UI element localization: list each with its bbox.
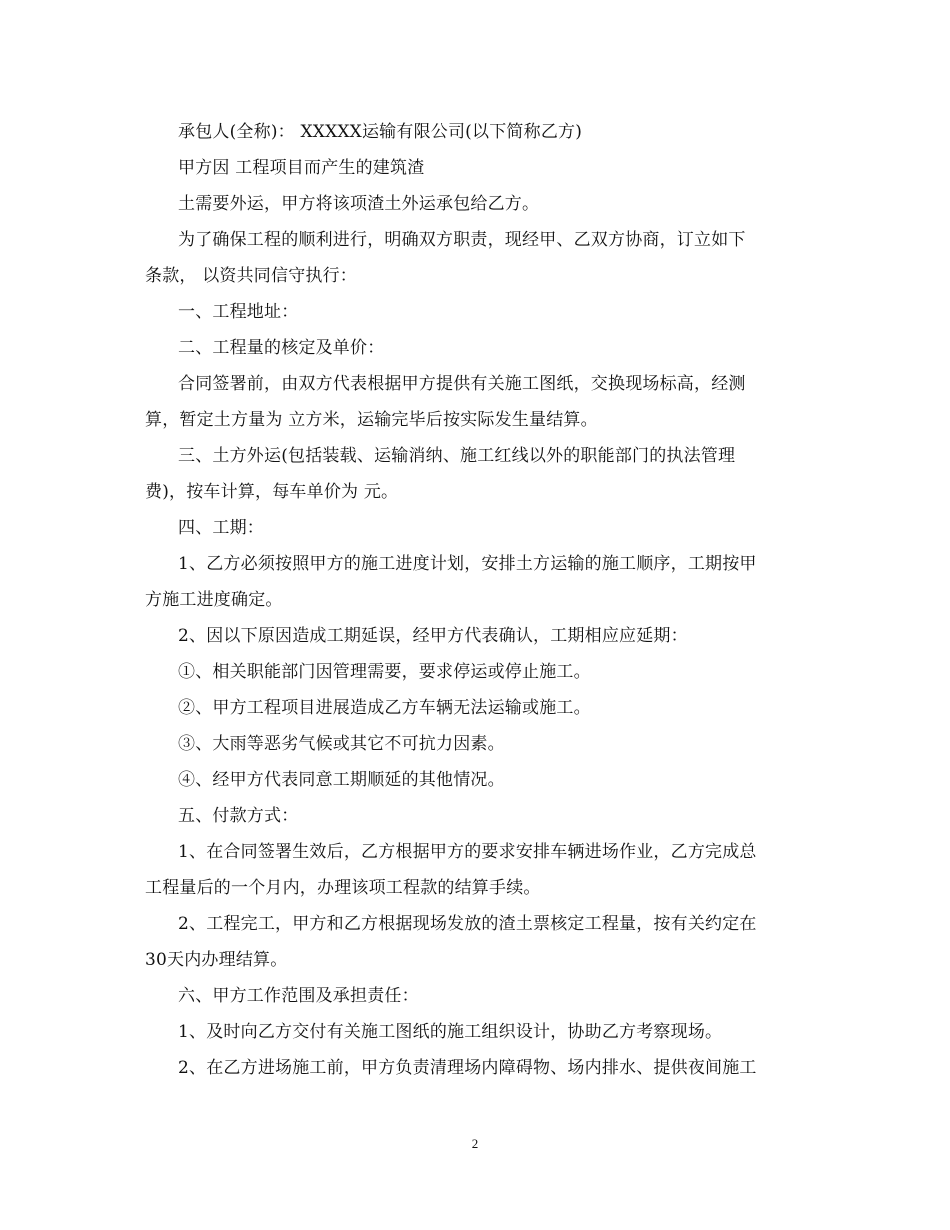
section-heading-4: 四、工期：: [178, 518, 264, 538]
paragraph-line: 30天内办理结算。: [145, 950, 288, 970]
list-item: 2、在乙方进场施工前，甲方负责清理场内障碍物、场内排水、提供夜间施工: [178, 1058, 757, 1078]
list-item: ④、经甲方代表同意工期顺延的其他情况。: [178, 770, 505, 790]
list-item: 1、乙方必须按照甲方的施工进度计划，安排土方运输的施工顺序，工期按甲: [178, 554, 757, 574]
paragraph-line: 条款， 以资共同信守执行：: [145, 266, 358, 286]
list-item: 2、工程完工，甲方和乙方根据现场发放的渣土票核定工程量，按有关约定在: [178, 914, 757, 934]
paragraph-line: 合同签署前，由双方代表根据甲方提供有关施工图纸，交换现场标高，经测: [178, 374, 746, 394]
list-item: 2、因以下原因造成工期延误，经甲方代表确认，工期相应应延期：: [178, 626, 688, 646]
section-heading-5: 五、付款方式：: [178, 806, 299, 826]
section-heading-2: 二、工程量的核定及单价：: [178, 338, 385, 358]
paragraph-line: 为了确保工程的顺利进行，明确双方职责，现经甲、乙双方协商，订立如下: [178, 230, 746, 250]
section-heading-3: 三、土方外运(包括装载、运输消纳、施工红线以外的职能部门的执法管理: [178, 446, 736, 466]
contractor-line: 承包人(全称)： XXXXX运输有限公司(以下简称乙方): [178, 122, 583, 142]
paragraph-line: 甲方因 工程项目而产生的建筑渣: [178, 158, 425, 178]
paragraph-line: 方施工进度确定。: [145, 590, 283, 610]
list-item: ②、甲方工程项目进展造成乙方车辆无法运输或施工。: [178, 698, 591, 718]
list-item: 1、在合同签署生效后，乙方根据甲方的要求安排车辆进场作业，乙方完成总: [178, 842, 757, 862]
page-number: 2: [471, 1136, 479, 1151]
paragraph-line: 工程量后的一个月内，办理该项工程款的结算手续。: [145, 878, 541, 898]
section-heading-6: 六、甲方工作范围及承担责任：: [178, 986, 419, 1006]
paragraph-line: 土需要外运，甲方将该项渣土外运承包给乙方。: [178, 194, 540, 214]
list-item: ③、大雨等恶劣气候或其它不可抗力因素。: [178, 734, 505, 754]
section-heading-1: 一、工程地址：: [178, 302, 299, 322]
list-item: 1、及时向乙方交付有关施工图纸的施工组织设计，协助乙方考察现场。: [178, 1022, 723, 1042]
paragraph-line: 算，暂定土方量为 立方米，运输完毕后按实际发生量结算。: [145, 410, 598, 430]
list-item: ①、相关职能部门因管理需要，要求停运或停止施工。: [178, 662, 591, 682]
paragraph-line: 费)，按车计算，每车单价为 元。: [145, 482, 399, 502]
